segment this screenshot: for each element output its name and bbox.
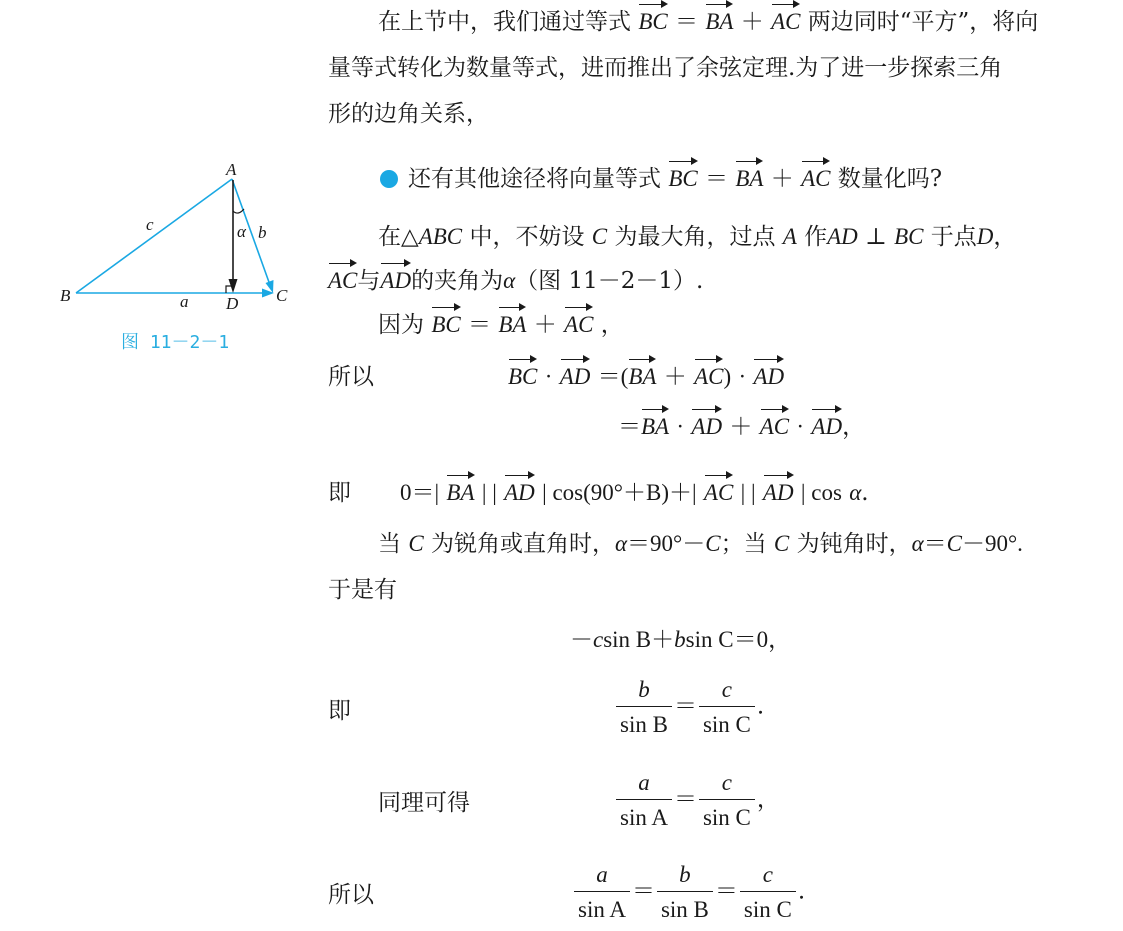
fraction-c-over-sinc	[699, 769, 755, 832]
vector-ad: AD	[763, 476, 794, 510]
expr-part: | cos(90°＋B)＋|	[542, 480, 697, 505]
setup-text: 为最大角，过点	[614, 224, 776, 250]
expr-part: 0＝|	[400, 480, 440, 505]
numerator: c	[721, 770, 733, 795]
because-label: 因为	[378, 312, 424, 338]
denominator: sin A	[574, 891, 630, 924]
dot-product-line-1	[508, 360, 784, 394]
expr-part: | cos	[800, 480, 842, 505]
equals-sign: ＝	[631, 878, 655, 904]
equals-sign: ＝	[673, 693, 697, 719]
denominator: sin C	[699, 706, 755, 739]
vector-ac: AC	[328, 264, 357, 298]
segment-bc: BC	[894, 224, 924, 249]
denominator: sin C	[699, 799, 755, 832]
period: .	[756, 693, 765, 720]
vector-ac: AC	[801, 162, 830, 196]
intro-text: 在上节中，我们通过等式	[378, 9, 631, 35]
equals-sign: ＝	[597, 364, 621, 389]
numerator: c	[721, 677, 733, 702]
label-alpha: α	[237, 222, 246, 241]
ratio-equation-2	[614, 769, 780, 832]
when-text: 为钝角时，	[796, 531, 912, 557]
setup-line-2	[328, 264, 703, 298]
setup-text: 在△	[378, 224, 419, 250]
equals-sign: ＝	[705, 166, 729, 191]
vector-ad: AD	[380, 264, 411, 298]
numerator: c	[762, 862, 773, 887]
symbol-c: C	[946, 531, 962, 556]
paren: )	[723, 364, 732, 389]
so-label-1: 所以	[328, 364, 374, 390]
equals-sign: ＝	[675, 9, 699, 34]
when-expr: －90°.	[961, 531, 1023, 556]
side-c-line	[76, 179, 232, 293]
plus-sign: ＋	[729, 414, 753, 439]
vector-ac: AC	[760, 410, 789, 444]
segment-ad: AD	[827, 224, 858, 249]
vector-ac: AC	[694, 360, 723, 394]
numerator: b	[679, 862, 691, 887]
symbol-c: C	[773, 531, 790, 556]
so-label-2: 所以	[328, 882, 374, 908]
vector-ba: BA	[705, 5, 733, 39]
label-B: B	[60, 286, 71, 305]
triangle-diagram	[40, 150, 300, 320]
symbol-alpha: α	[911, 531, 924, 556]
expr-part: －	[570, 627, 593, 652]
expr-part: | |	[481, 480, 497, 505]
figure-caption: 图 11－2－1	[121, 332, 230, 353]
plus-sign: ＋	[663, 364, 687, 389]
fraction-b-over-sinb	[657, 861, 713, 924]
period: .	[861, 480, 869, 506]
symbol-alpha: α	[503, 268, 516, 293]
vector-bc: BC	[508, 360, 537, 394]
dot-operator: ·	[738, 364, 747, 389]
intro-line-2: 量等式转化为数量等式，进而推出了余弦定理.为了进一步探索三角	[328, 55, 1003, 81]
symbol-c: C	[705, 531, 721, 556]
symbol-c-lower: c	[593, 627, 604, 652]
vector-ac: AC	[564, 308, 593, 342]
vector-ad: AD	[504, 476, 535, 510]
intro-text: 两边同时“平方”，将向	[807, 9, 1039, 35]
label-c: c	[146, 215, 154, 234]
label-A: A	[226, 160, 237, 179]
equals-sign: ＝	[673, 786, 697, 812]
vector-ad: AD	[560, 360, 591, 394]
plus-sign: ＋	[770, 166, 794, 191]
setup-text: 于点	[930, 224, 977, 250]
symbol-alpha: α	[614, 531, 628, 556]
when-text: ；当	[720, 531, 767, 557]
ratio-equation-1	[614, 676, 764, 739]
numerator: a	[638, 770, 650, 795]
vector-ba: BA	[628, 360, 656, 394]
numerator: b	[638, 677, 650, 702]
when-line-2: 于是有	[328, 577, 397, 603]
question-text: 数量化吗?	[837, 166, 943, 192]
period: .	[797, 878, 806, 905]
when-text: 为锐角或直角时，	[430, 531, 615, 557]
fraction-c-over-sinc	[740, 861, 796, 924]
when-line-1	[378, 527, 1023, 561]
vector-bc: BC	[638, 5, 667, 39]
likewise-label: 同理可得	[378, 790, 470, 816]
triangle-name: ABC	[418, 224, 463, 249]
vector-ad: AD	[691, 410, 722, 444]
denominator: sin C	[740, 891, 796, 924]
equals-sign: ＝	[714, 878, 738, 904]
intro-line-1	[378, 5, 1038, 39]
intro-line-3: 形的边角关系，	[328, 101, 489, 127]
vector-ac: AC	[771, 5, 800, 39]
setup-text: 作	[804, 224, 828, 250]
symbol-alpha: α	[849, 480, 862, 505]
vector-ba: BA	[446, 476, 474, 510]
comma: ，	[756, 786, 780, 813]
because-line	[378, 308, 624, 342]
vector-bc: BC	[668, 162, 697, 196]
when-expr: ＝90°－	[627, 531, 706, 556]
equation-1	[570, 623, 791, 657]
symbol-b-lower: b	[674, 627, 686, 652]
expr-part: | |	[740, 480, 756, 505]
label-C: C	[276, 286, 288, 305]
bullet-dot-icon	[380, 170, 398, 188]
comma: ，	[842, 414, 866, 440]
denominator: sin B	[657, 891, 713, 924]
when-text: 当	[378, 531, 401, 557]
expr-part: sin B＋	[603, 627, 675, 652]
label-b: b	[258, 223, 267, 242]
denominator: sin B	[616, 706, 672, 739]
dot-operator: ·	[544, 364, 553, 389]
expr-part: sin C＝0，	[685, 627, 792, 652]
vector-ba: BA	[498, 308, 526, 342]
question-line	[380, 162, 942, 196]
dot-operator: ·	[676, 414, 685, 439]
law-of-sines	[572, 861, 805, 924]
setup-text: 的夹角为	[411, 268, 504, 294]
vector-ba: BA	[735, 162, 763, 196]
setup-text: 与	[357, 268, 381, 294]
fraction-a-over-sina	[574, 861, 630, 924]
fraction-c-over-sinc	[699, 676, 755, 739]
symbol-d: D	[976, 224, 994, 249]
numerator: a	[596, 862, 608, 887]
equals-sign: ＝	[618, 414, 641, 439]
ie-label-2: 即	[328, 698, 351, 724]
setup-text: 中，不妨设	[469, 224, 585, 250]
vector-ac: AC	[704, 476, 733, 510]
fraction-a-over-sina	[616, 769, 672, 832]
comma: ，	[600, 312, 624, 338]
ie-label-1: 即	[328, 480, 351, 506]
paren: (	[620, 364, 629, 389]
vector-ad: AD	[753, 360, 784, 394]
plus-sign: ＋	[533, 312, 557, 337]
setup-line-1	[378, 220, 1016, 254]
question-text: 还有其他途径将向量等式	[408, 166, 661, 192]
symbol-c: C	[591, 224, 608, 249]
label-D: D	[226, 294, 239, 313]
fraction-b-over-sinb	[616, 676, 672, 739]
equals-sign: ＝	[468, 312, 492, 337]
plus-sign: ＋	[740, 9, 764, 34]
denominator: sin A	[616, 799, 672, 832]
perp-sign: ⊥	[865, 224, 887, 249]
vector-ad: AD	[811, 410, 842, 444]
vector-ba: BA	[641, 410, 669, 444]
vector-bc: BC	[431, 308, 460, 342]
label-a: a	[180, 292, 189, 311]
comma: ，	[993, 224, 1017, 250]
magnitude-expression	[400, 476, 869, 510]
setup-text: （图 11－2－1）.	[515, 268, 704, 294]
dot-operator: ·	[796, 414, 805, 439]
symbol-c: C	[408, 531, 424, 556]
dot-product-line-2	[618, 410, 865, 444]
when-expr: ＝	[923, 531, 947, 556]
symbol-a: A	[782, 224, 797, 249]
